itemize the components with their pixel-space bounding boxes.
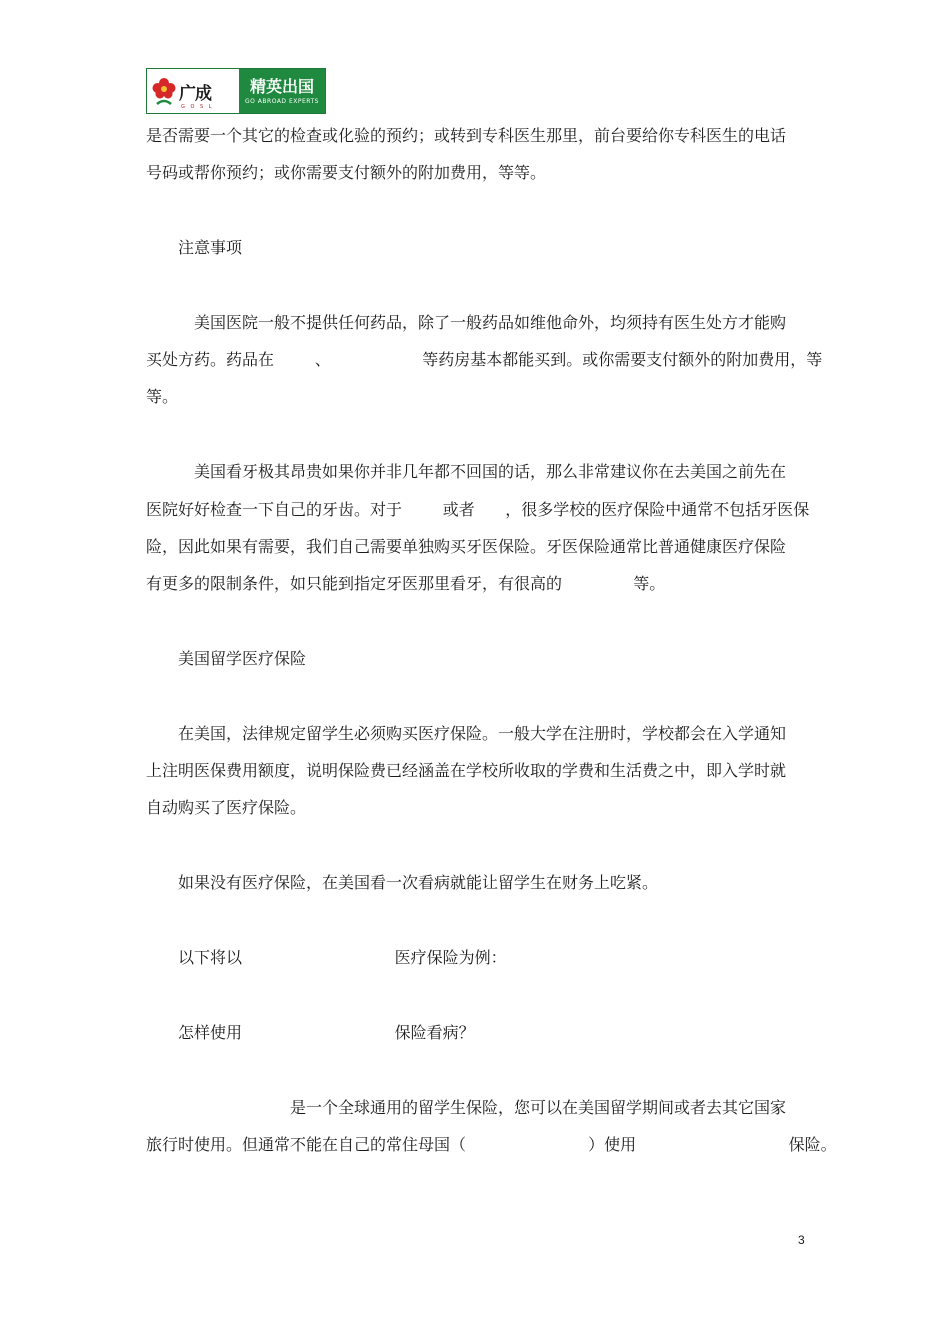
text-line: 自动购买了医疗保险。 bbox=[146, 798, 307, 817]
text-line: 美国医院一般不提供任何药品，除了一般药品如维他命外，均须持有医生处方才能购 bbox=[194, 313, 787, 332]
flower-icon bbox=[151, 76, 177, 106]
text-line: 等。 bbox=[146, 387, 179, 406]
text-line: 买处方药。药品在 、 等药房基本都能买到。或你需要支付额外的附加费用，等 bbox=[146, 350, 823, 369]
text-line: 上注明医保费用额度，说明保险费已经涵盖在学校所收取的学费和生活费之中，即入学时就 bbox=[146, 761, 787, 780]
text-line: 有更多的限制条件，如只能到指定牙医那里看牙，有很高的 等。 bbox=[146, 574, 666, 593]
page-number: 3 bbox=[798, 1233, 805, 1247]
text-line: 美国看牙极其昂贵如果你并非几年都不回国的话，那么非常建议你在去美国之前先在 bbox=[194, 462, 787, 481]
company-logo bbox=[146, 68, 326, 114]
text-line: 是一个全球通用的留学生保险，您可以在美国留学期间或者去其它国家 bbox=[290, 1098, 787, 1117]
text-line: 是否需要一个其它的检查或化验的预约；或转到专科医生那里，前台要给你专科医生的电话 bbox=[146, 126, 787, 145]
logo-brand-small: G O S L bbox=[181, 104, 214, 110]
logo-sub-text: GO ABROAD EXPERTS bbox=[245, 97, 319, 105]
text-line: 以下将以 医疗保险为例： bbox=[178, 948, 507, 967]
text-line: 号码或帮你预约；或你需要支付额外的附加费用，等等。 bbox=[146, 163, 547, 182]
section-heading: 美国留学医疗保险 bbox=[178, 649, 307, 668]
text-line: 在美国，法律规定留学生必须购买医疗保险。一般大学在注册时，学校都会在入学通知 bbox=[178, 724, 787, 743]
logo-main-text: 精英出国 bbox=[249, 76, 314, 96]
logo-brand-text: 广成 bbox=[179, 83, 211, 104]
section-heading: 注意事项 bbox=[178, 238, 243, 257]
logo-right-panel bbox=[239, 69, 325, 113]
text-line: 险，因此如果有需要，我们自己需要单独购买牙医保险。牙医保险通常比普通健康医疗保险 bbox=[146, 537, 787, 556]
text-line: 如果没有医疗保险，在美国看一次看病就能让留学生在财务上吃紧。 bbox=[178, 873, 659, 892]
text-line: 怎样使用 保险看病？ bbox=[178, 1023, 475, 1042]
logo-left-panel bbox=[147, 69, 239, 113]
text-line: 医院好好检查一下自己的牙齿。对于 或者 ，很多学校的医疗保险中通常不包括牙医保 bbox=[146, 500, 810, 519]
text-line: 旅行时使用。但通常不能在自己的常住母国（ ）使用 保险。 bbox=[146, 1135, 837, 1154]
